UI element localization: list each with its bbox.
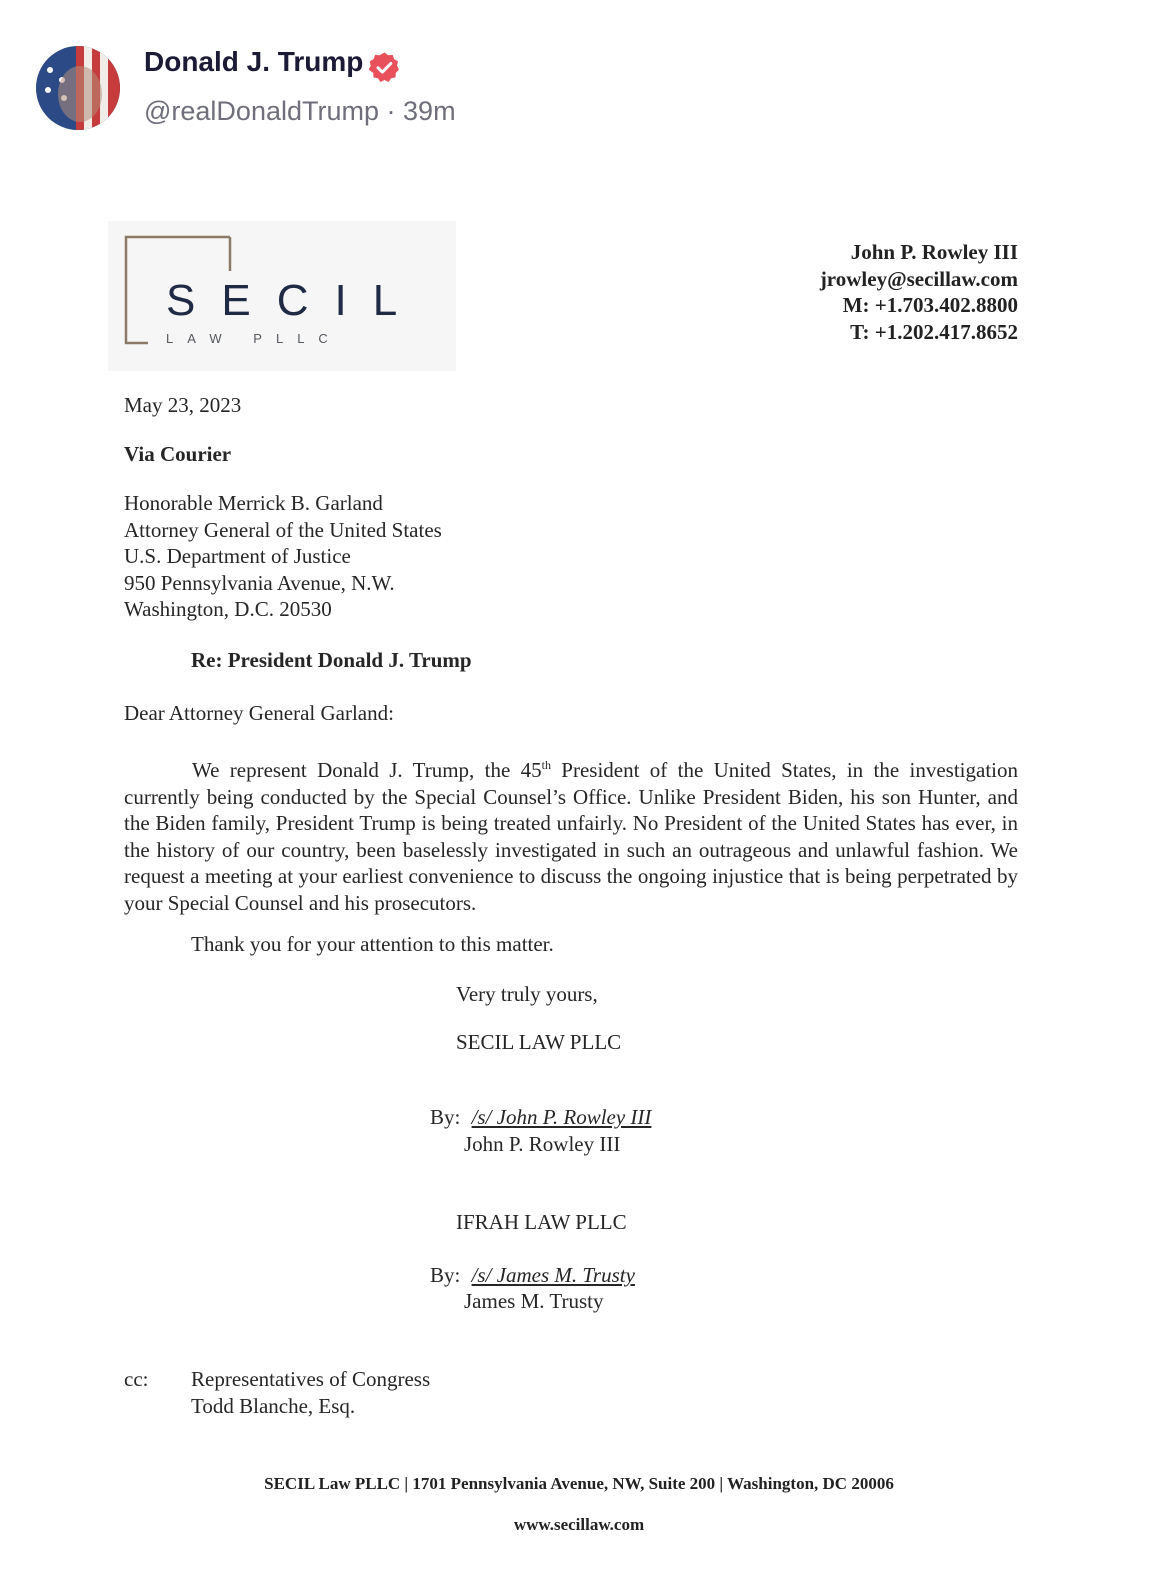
delivery-method: Via Courier (124, 442, 232, 466)
cc-recipient: Todd Blanche, Esq. (191, 1393, 356, 1418)
recipient-line: Honorable Merrick B. Garland (124, 491, 383, 515)
salutation: Dear Attorney General Garland: (124, 701, 394, 725)
sender-telephone: T: +1.202.417.8652 (850, 319, 1018, 344)
signer-2-name: James M. Trusty (464, 1289, 604, 1313)
cc-label: cc: (124, 1367, 149, 1391)
closing: Very truly yours, (456, 982, 598, 1006)
cc-list (191, 1366, 430, 1419)
by-label: By: (430, 1105, 461, 1129)
firm-1-name: SECIL LAW PLLC (456, 1030, 622, 1054)
firm-2-name: IFRAH LAW PLLC (456, 1210, 627, 1234)
body-paragraph-2: Thank you for your attention to this matter. (191, 932, 554, 956)
sender-email: jrowley@secillaw.com (819, 266, 1018, 291)
footer-address: SECIL Law PLLC | 1701 Pennsylvania Avenue, NW, Suite 200 | Washington, DC 20006 (264, 1474, 894, 1493)
cc-recipient: Representatives of Congress (191, 1367, 431, 1391)
body-text-start: We represent Donald J. Trump, the 45 (192, 758, 542, 782)
recipient-line: U.S. Department of Justice (124, 544, 351, 568)
letter-date: May 23, 2023 (124, 393, 242, 417)
svg-text:SECIL: SECIL (166, 276, 424, 325)
electronic-signature-2: /s/ James M. Trusty (471, 1263, 635, 1287)
sender-mobile: M: +1.703.402.8800 (842, 293, 1018, 317)
electronic-signature-1: /s/ John P. Rowley III (471, 1105, 652, 1129)
signer-1-name: John P. Rowley III (464, 1132, 621, 1156)
secil-law-logo (108, 221, 456, 371)
author-name[interactable]: Donald J. Trump (144, 46, 364, 77)
ordinal-suffix: th (541, 758, 551, 772)
recipient-address (124, 490, 442, 623)
recipient-line: Washington, D.C. 20530 (124, 597, 332, 621)
svg-text:LAW PLLC: LAW PLLC (166, 331, 342, 346)
body-paragraph-1 (124, 752, 1018, 916)
footer-website: www.secillaw.com (513, 1515, 645, 1534)
by-label: By: (430, 1263, 461, 1287)
sender-contact-block (820, 239, 1018, 345)
signature-block-1 (430, 1104, 651, 1131)
signature-block-2 (430, 1262, 635, 1289)
sender-name: John P. Rowley III (850, 240, 1018, 264)
recipient-line: Attorney General of the United States (124, 517, 442, 542)
author-handle[interactable]: @realDonaldTrump (144, 96, 379, 126)
post-timestamp[interactable]: 39m (403, 96, 456, 126)
recipient-line: 950 Pennsylvania Avenue, N.W. (124, 570, 395, 595)
body-text-rest: President of the United States, in the investigation currently being conducted by the Special Counsel’s Office. Unlike President Biden, his son Hunter, and the Biden family, President Trump is being treated unfairly. No President of the United States has ever, in the history of our country, been baselessly investigated in such an outrageous and unlawful fashion. We request a meeting at your earliest convenience to discuss the ongoing injustice that is being perpetrated by your Special Counsel and his prosecutors. (124, 758, 1018, 915)
re-line: Re: President Donald J. Trump (191, 648, 472, 672)
secil-logo-mark (108, 221, 456, 371)
meta-separator: · (386, 96, 396, 126)
